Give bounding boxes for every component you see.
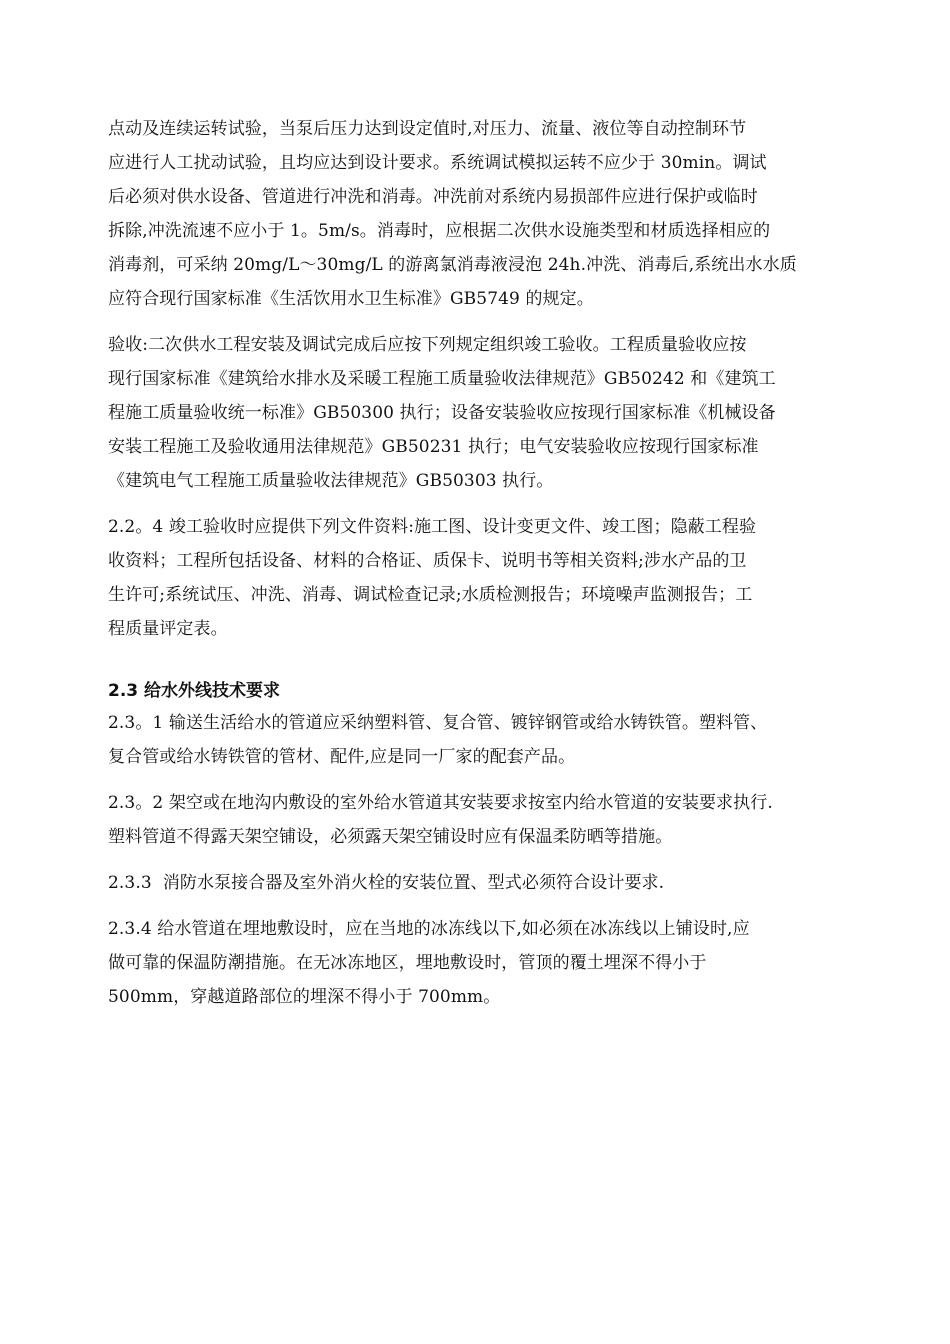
text-line: 2.3。1 输送生活给水的管道应采纳塑料管、复合管、镀锌钢管或给水铸铁管。塑料管、 [108, 713, 768, 733]
section-heading: 2.3 给水外线技术要求 [108, 681, 281, 701]
document-page [108, 112, 838, 1014]
text-line: 塑料管道不得露天架空铺设，必须露天架空铺设时应有保温柔防晒等措施。 [108, 827, 673, 847]
paragraph-spacer [108, 774, 838, 786]
text-line: 后必须对供水设备、管道进行冲洗和消毒。冲洗前对系统内易损部件应进行保护或临时 [108, 187, 758, 207]
text-line: 生许可;系统试压、冲洗、消毒、调试检查记录;水质检测报告；环境噪声监测报告；工 [108, 585, 753, 605]
text-line: 2.3.3 消防水泵接合器及室外消火栓的安装位置、型式必须符合设计要求. [108, 873, 665, 893]
text-line: 2.3。2 架空或在地沟内敷设的室外给水管道其安装要求按室内给水管道的安装要求执行. [108, 793, 773, 813]
text-line: 应进行人工扰动试验，且均应达到设计要求。系统调试模拟运转不应少于 30min。调试 [108, 153, 767, 173]
text-line: 点动及连续运转试验，当泵后压力达到设定值时,对压力、流量、液位等自动控制环节 [108, 119, 747, 139]
clause-2-3-3 [108, 866, 838, 900]
section-spacer [108, 646, 838, 676]
text-line: 2.3.4 给水管道在埋地敷设时，应在当地的冰冻线以下,如必须在冰冻线以上铺设时,应 [108, 919, 750, 939]
text-line: 验收:二次供水工程安装及调试完成后应按下列规定组织竣工验收。工程质量验收应按 [108, 335, 747, 355]
text-line: 2.2。4 竣工验收时应提供下列文件资料:施工图、设计变更文件、竣工图；隐蔽工程验 [108, 517, 757, 537]
text-line: 程质量评定表。 [108, 619, 228, 639]
clause-2-3-2 [108, 786, 838, 854]
text-line: 做可靠的保温防潮措施。在无冰冻地区，埋地敷设时，管顶的覆土埋深不得小于 [108, 953, 707, 973]
paragraph-spacer [108, 498, 838, 510]
text-line: 拆除,冲洗流速不应小于 1。5m/s。消毒时，应根据二次供水设施类型和材质选择相应的 [108, 221, 771, 241]
text-line: 复合管或给水铸铁管的管材、配件,应是同一厂家的配套产品。 [108, 747, 576, 767]
text-line: 消毒剂，可采纳 20mg/L～30mg/L 的游离氯消毒液浸泡 24h.冲洗、消毒后,系统出水水质 [108, 255, 797, 275]
paragraph-completion-documents [108, 510, 838, 646]
clause-2-3-1 [108, 706, 838, 774]
text-line: 安装工程施工及验收通用法律规范》GB50231 执行；电气安装验收应按现行国家标准 [108, 437, 759, 457]
paragraph-acceptance [108, 328, 838, 498]
paragraph-debugging-disinfection [108, 112, 838, 316]
paragraph-spacer [108, 900, 838, 912]
paragraph-spacer [108, 316, 838, 328]
text-line: 程施工质量验收统一标准》GB50300 执行；设备安装验收应按现行国家标准《机械设备 [108, 403, 776, 423]
text-line: 应符合现行国家标准《生活饮用水卫生标准》GB5749 的规定。 [108, 289, 594, 309]
text-line: 《建筑电气工程施工质量验收法律规范》GB50303 执行。 [108, 471, 554, 491]
clause-2-3-4 [108, 912, 838, 1014]
text-line: 500mm，穿越道路部位的埋深不得小于 700mm。 [108, 987, 501, 1007]
paragraph-spacer [108, 854, 838, 866]
text-line: 现行国家标准《建筑给水排水及采暖工程施工质量验收法律规范》GB50242 和《建筑工 [108, 369, 776, 389]
text-line: 收资料；工程所包括设备、材料的合格证、质保卡、说明书等相关资料;涉水产品的卫 [108, 551, 747, 571]
